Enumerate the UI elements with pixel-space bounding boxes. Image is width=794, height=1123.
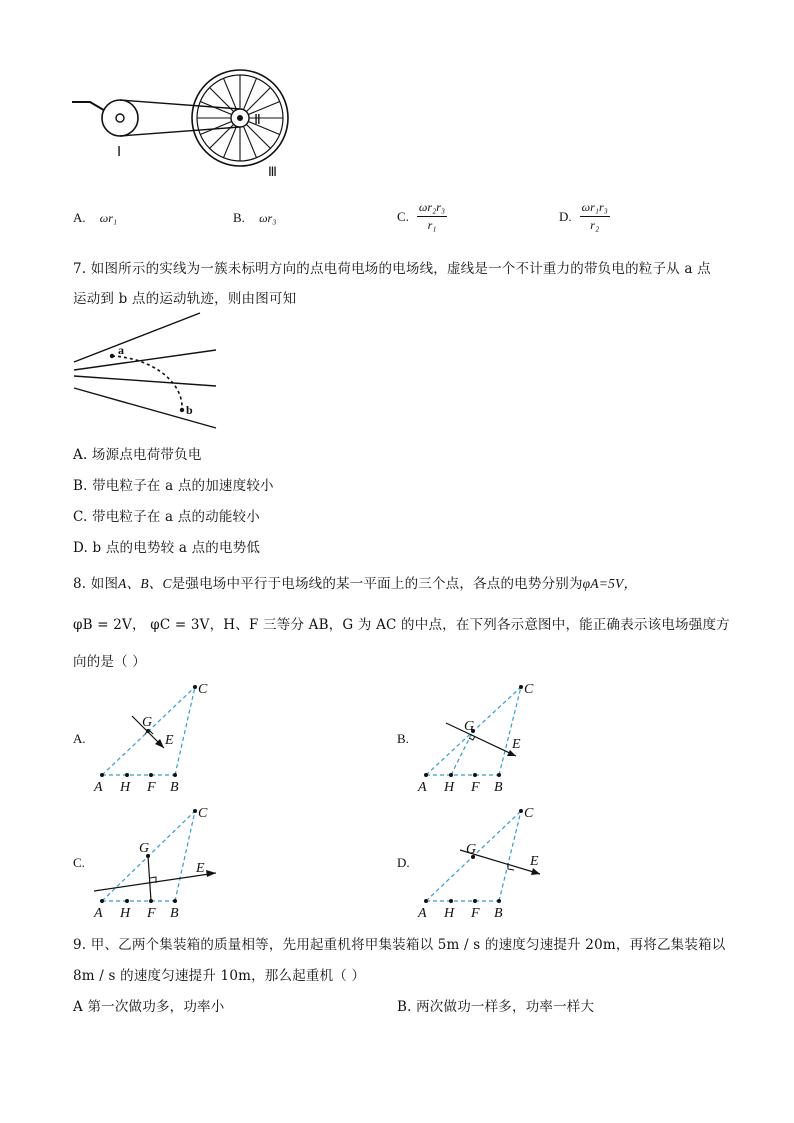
svg-text:H: H bbox=[120, 780, 131, 795]
q9-option-a[interactable]: A 第一次做功多，功率小 bbox=[73, 999, 225, 1015]
svg-text:A: A bbox=[94, 780, 103, 795]
svg-text:B: B bbox=[170, 906, 179, 920]
q8-option-a-letter[interactable]: A. bbox=[73, 731, 86, 746]
svg-text:A: A bbox=[94, 906, 103, 920]
svg-text:G: G bbox=[464, 719, 475, 734]
svg-text:H: H bbox=[444, 906, 455, 920]
svg-text:F: F bbox=[147, 780, 156, 795]
q7-stem-line1: 7. 如图所示的实线为一簇未标明方向的点电荷电场的电场线，虚线是一个不计重力的带负电的粒子从 a 点 bbox=[73, 261, 711, 277]
q8-option-a-diagram[interactable] bbox=[92, 676, 222, 796]
svg-text:A: A bbox=[418, 780, 427, 795]
q6-option-c[interactable] bbox=[397, 200, 447, 233]
option-letter: C. bbox=[397, 208, 409, 224]
q8-stem-line1: 8. 如图A、B、C是强电场中平行于电场线的某一平面上的三个点，各点的电势分别为φA=5V， bbox=[73, 576, 638, 592]
q8-stem-line3: 向的是（ ） bbox=[73, 654, 146, 670]
svg-text:E: E bbox=[512, 737, 521, 752]
svg-text:C: C bbox=[198, 682, 208, 697]
q7-option-a[interactable]: A. 场源点电荷带负电 bbox=[73, 447, 202, 463]
svg-text:C: C bbox=[524, 806, 534, 821]
q7-stem-line2: 运动到 b 点的运动轨迹，则由图可知 bbox=[73, 291, 297, 307]
electric-field-figure bbox=[72, 310, 222, 430]
label-III: Ⅲ bbox=[268, 164, 277, 179]
option-value: ωr₁ bbox=[99, 211, 118, 225]
point-b-label: b bbox=[186, 403, 193, 417]
option-letter: A. bbox=[73, 210, 86, 225]
q8-option-b-diagram[interactable] bbox=[416, 676, 546, 796]
svg-text:G: G bbox=[466, 842, 477, 857]
svg-text:C: C bbox=[524, 682, 534, 697]
svg-text:B: B bbox=[170, 780, 179, 795]
option-fraction bbox=[417, 200, 447, 233]
q6-option-a[interactable] bbox=[73, 210, 117, 226]
q7-option-b[interactable]: B. 带电粒子在 a 点的加速度较小 bbox=[73, 478, 274, 494]
option-letter: B. bbox=[233, 210, 245, 225]
q9-stem-line2: 8m / s 的速度匀速提升 10m，那么起重机（ ） bbox=[73, 968, 366, 984]
svg-text:E: E bbox=[196, 861, 205, 876]
svg-text:C: C bbox=[198, 806, 208, 821]
fraction-numerator: ωr₂r₃ bbox=[417, 200, 447, 217]
option-fraction bbox=[580, 200, 610, 233]
fraction-denominator: r₂ bbox=[590, 218, 600, 232]
option-value: ωr₃ bbox=[259, 211, 277, 225]
svg-text:F: F bbox=[147, 906, 156, 920]
q8-option-b-letter[interactable]: B. bbox=[397, 731, 409, 746]
q8-stem-line2: φB = 2V， φC = 3V，H、F 三等分 AB，G 为 AC 的中点，在下列各示意图中，能正确表示该电场强度方 bbox=[73, 617, 730, 633]
svg-text:G: G bbox=[139, 841, 150, 856]
option-letter: D. bbox=[559, 208, 572, 224]
fraction-numerator: ωr₁r₃ bbox=[580, 200, 610, 217]
q9-stem-line1: 9. 甲、乙两个集装箱的质量相等，先用起重机将甲集装箱以 5m / s 的速度匀速提升 20m，再将乙集装箱以 bbox=[73, 937, 726, 953]
svg-text:F: F bbox=[471, 906, 480, 920]
q6-option-b[interactable] bbox=[233, 210, 276, 226]
q7-option-d[interactable]: D. b 点的电势较 a 点的电势低 bbox=[73, 540, 261, 556]
fraction-denominator: r₁ bbox=[427, 218, 437, 232]
point-a-label: a bbox=[118, 343, 124, 357]
svg-text:F: F bbox=[471, 780, 480, 795]
q8-option-c-letter[interactable]: C. bbox=[73, 855, 85, 870]
svg-text:G: G bbox=[142, 715, 153, 730]
svg-text:B: B bbox=[494, 780, 503, 795]
q8-option-c-diagram[interactable] bbox=[92, 800, 222, 920]
q8-option-d-letter[interactable]: D. bbox=[397, 855, 410, 870]
svg-text:B: B bbox=[494, 906, 503, 920]
svg-text:A: A bbox=[418, 906, 427, 920]
svg-text:H: H bbox=[120, 906, 131, 920]
label-II: Ⅱ bbox=[254, 113, 261, 128]
svg-text:H: H bbox=[444, 780, 455, 795]
wheel-pulley-figure bbox=[68, 68, 308, 183]
q6-option-d[interactable] bbox=[559, 200, 610, 233]
q8-option-d-diagram[interactable] bbox=[416, 800, 546, 920]
q7-option-c[interactable]: C. 带电粒子在 a 点的动能较小 bbox=[73, 509, 260, 525]
svg-text:E: E bbox=[165, 733, 174, 748]
label-I: Ⅰ bbox=[117, 145, 122, 160]
svg-text:E: E bbox=[530, 854, 539, 869]
q9-option-b[interactable]: B. 两次做功一样多，功率一样大 bbox=[397, 999, 595, 1015]
